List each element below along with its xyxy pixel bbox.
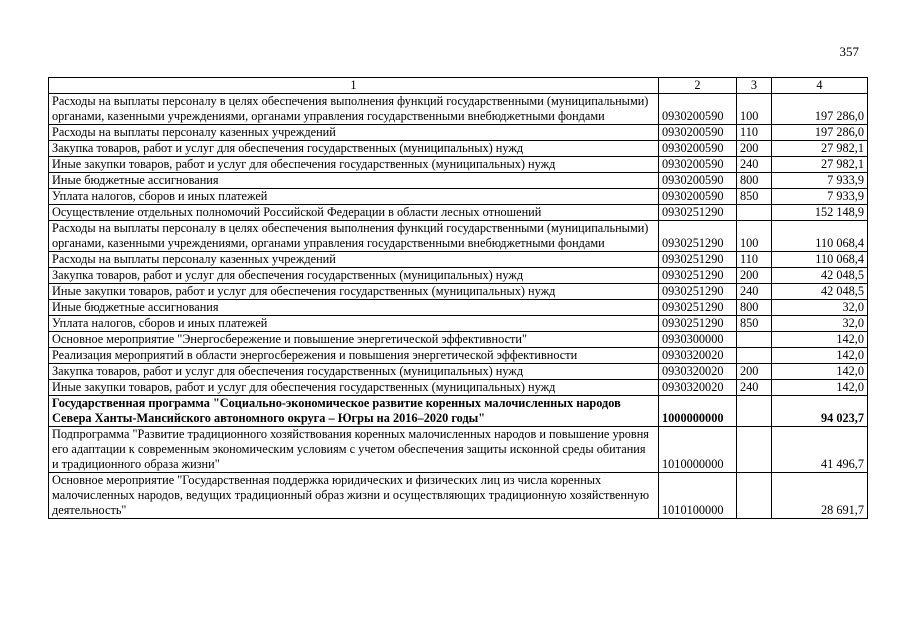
row-code-cell: 0930251290 <box>659 300 737 316</box>
row-amount-cell: 142,0 <box>772 380 868 396</box>
row-name-cell: Реализация мероприятий в области энергосбережения и повышения энергетической эффективности <box>49 348 659 364</box>
table-body <box>49 94 868 519</box>
row-amount-cell: 42 048,5 <box>772 284 868 300</box>
row-name-cell: Иные бюджетные ассигнования <box>49 173 659 189</box>
row-type-cell <box>737 205 772 221</box>
row-amount-cell: 41 496,7 <box>772 427 868 473</box>
row-code-cell: 0930251290 <box>659 221 737 252</box>
table-row <box>49 348 868 364</box>
page-number: 357 <box>839 44 859 59</box>
table-row <box>49 252 868 268</box>
row-amount-cell: 7 933,9 <box>772 173 868 189</box>
row-name-cell: Подпрограмма "Развитие традиционного хозяйствования коренных малочисленных народов и повышение уровня его адаптации к современным экономическим условиям с учетом обеспечения защиты исконной среды обитания и традиционного образа жизни" <box>49 427 659 473</box>
row-amount-cell: 142,0 <box>772 332 868 348</box>
table-row <box>49 427 868 473</box>
row-code-cell: 0930320020 <box>659 348 737 364</box>
row-type-cell <box>737 348 772 364</box>
row-name-cell: Уплата налогов, сборов и иных платежей <box>49 316 659 332</box>
table-row <box>49 189 868 205</box>
table-row <box>49 125 868 141</box>
row-type-cell: 800 <box>737 300 772 316</box>
row-code-cell: 0930251290 <box>659 284 737 300</box>
row-amount-cell: 142,0 <box>772 364 868 380</box>
table-row <box>49 316 868 332</box>
row-code-cell: 1010000000 <box>659 427 737 473</box>
row-code-cell: 1010100000 <box>659 473 737 519</box>
row-name-cell: Расходы на выплаты персоналу в целях обеспечения выполнения функций государственными (муниципальными) органами, казенными учреждениями, органами управления государственными внебюджетными фондами <box>49 94 659 125</box>
row-type-cell <box>737 332 772 348</box>
row-amount-cell: 197 286,0 <box>772 125 868 141</box>
table-row <box>49 364 868 380</box>
row-type-cell <box>737 427 772 473</box>
header-col-1: 1 <box>49 78 659 94</box>
row-amount-cell: 27 982,1 <box>772 157 868 173</box>
row-type-cell: 240 <box>737 157 772 173</box>
header-col-2: 2 <box>659 78 737 94</box>
row-code-cell: 0930200590 <box>659 141 737 157</box>
row-name-cell: Осуществление отдельных полномочий Российской Федерации в области лесных отношений <box>49 205 659 221</box>
row-name-cell: Закупка товаров, работ и услуг для обеспечения государственных (муниципальных) нужд <box>49 268 659 284</box>
table-row <box>49 141 868 157</box>
row-code-cell: 0930200590 <box>659 157 737 173</box>
row-code-cell: 0930200590 <box>659 125 737 141</box>
row-amount-cell: 32,0 <box>772 300 868 316</box>
row-type-cell: 850 <box>737 316 772 332</box>
row-type-cell: 850 <box>737 189 772 205</box>
row-amount-cell: 197 286,0 <box>772 94 868 125</box>
header-col-3: 3 <box>737 78 772 94</box>
table-row <box>49 473 868 519</box>
row-name-cell: Уплата налогов, сборов и иных платежей <box>49 189 659 205</box>
row-code-cell: 0930320020 <box>659 380 737 396</box>
row-type-cell: 240 <box>737 380 772 396</box>
table-row <box>49 300 868 316</box>
table-row <box>49 396 868 427</box>
row-name-cell: Государственная программа "Социально-экономическое развитие коренных малочисленных народов Севера Ханты-Мансийского автономного округа – Югры на 2016–2020 годы" <box>49 396 659 427</box>
row-amount-cell: 32,0 <box>772 316 868 332</box>
budget-table <box>48 77 868 519</box>
row-code-cell: 0930251290 <box>659 205 737 221</box>
row-type-cell: 110 <box>737 252 772 268</box>
row-name-cell: Расходы на выплаты персоналу в целях обеспечения выполнения функций государственными (муниципальными) органами, казенными учреждениями, органами управления государственными внебюджетными фондами <box>49 221 659 252</box>
row-type-cell <box>737 396 772 427</box>
table-row <box>49 157 868 173</box>
table-row <box>49 94 868 125</box>
row-name-cell: Основное мероприятие "Государственная поддержка юридических и физических лиц из числа коренных малочисленных народов, ведущих традиционный образ жизни и осуществляющих традиционную хозяйственную деятельность" <box>49 473 659 519</box>
row-type-cell: 200 <box>737 364 772 380</box>
row-name-cell: Иные закупки товаров, работ и услуг для обеспечения государственных (муниципальных) нужд <box>49 157 659 173</box>
row-code-cell: 0930300000 <box>659 332 737 348</box>
row-name-cell: Расходы на выплаты персоналу казенных учреждений <box>49 252 659 268</box>
row-amount-cell: 110 068,4 <box>772 252 868 268</box>
row-code-cell: 0930251290 <box>659 316 737 332</box>
row-name-cell: Закупка товаров, работ и услуг для обеспечения государственных (муниципальных) нужд <box>49 141 659 157</box>
row-type-cell: 110 <box>737 125 772 141</box>
header-col-4: 4 <box>772 78 868 94</box>
row-type-cell: 800 <box>737 173 772 189</box>
row-amount-cell: 94 023,7 <box>772 396 868 427</box>
row-amount-cell: 27 982,1 <box>772 141 868 157</box>
row-code-cell: 0930200590 <box>659 173 737 189</box>
row-type-cell: 100 <box>737 94 772 125</box>
row-amount-cell: 28 691,7 <box>772 473 868 519</box>
table-row <box>49 284 868 300</box>
row-code-cell: 0930251290 <box>659 252 737 268</box>
row-name-cell: Иные бюджетные ассигнования <box>49 300 659 316</box>
table-row <box>49 205 868 221</box>
row-code-cell: 0930251290 <box>659 268 737 284</box>
row-name-cell: Расходы на выплаты персоналу казенных учреждений <box>49 125 659 141</box>
row-type-cell: 100 <box>737 221 772 252</box>
row-code-cell: 0930200590 <box>659 189 737 205</box>
row-amount-cell: 142,0 <box>772 348 868 364</box>
table-row <box>49 221 868 252</box>
table-row <box>49 380 868 396</box>
row-type-cell <box>737 473 772 519</box>
row-type-cell: 240 <box>737 284 772 300</box>
row-amount-cell: 110 068,4 <box>772 221 868 252</box>
row-type-cell: 200 <box>737 268 772 284</box>
row-type-cell: 200 <box>737 141 772 157</box>
row-code-cell: 0930320020 <box>659 364 737 380</box>
row-name-cell: Закупка товаров, работ и услуг для обеспечения государственных (муниципальных) нужд <box>49 364 659 380</box>
header-row <box>49 78 868 94</box>
row-name-cell: Иные закупки товаров, работ и услуг для обеспечения государственных (муниципальных) нужд <box>49 284 659 300</box>
table-row <box>49 173 868 189</box>
row-code-cell: 1000000000 <box>659 396 737 427</box>
table-row <box>49 332 868 348</box>
row-name-cell: Иные закупки товаров, работ и услуг для обеспечения государственных (муниципальных) нужд <box>49 380 659 396</box>
row-code-cell: 0930200590 <box>659 94 737 125</box>
row-name-cell: Основное мероприятие "Энергосбережение и повышение энергетической эффективности" <box>49 332 659 348</box>
table-row <box>49 268 868 284</box>
row-amount-cell: 7 933,9 <box>772 189 868 205</box>
row-amount-cell: 152 148,9 <box>772 205 868 221</box>
row-amount-cell: 42 048,5 <box>772 268 868 284</box>
